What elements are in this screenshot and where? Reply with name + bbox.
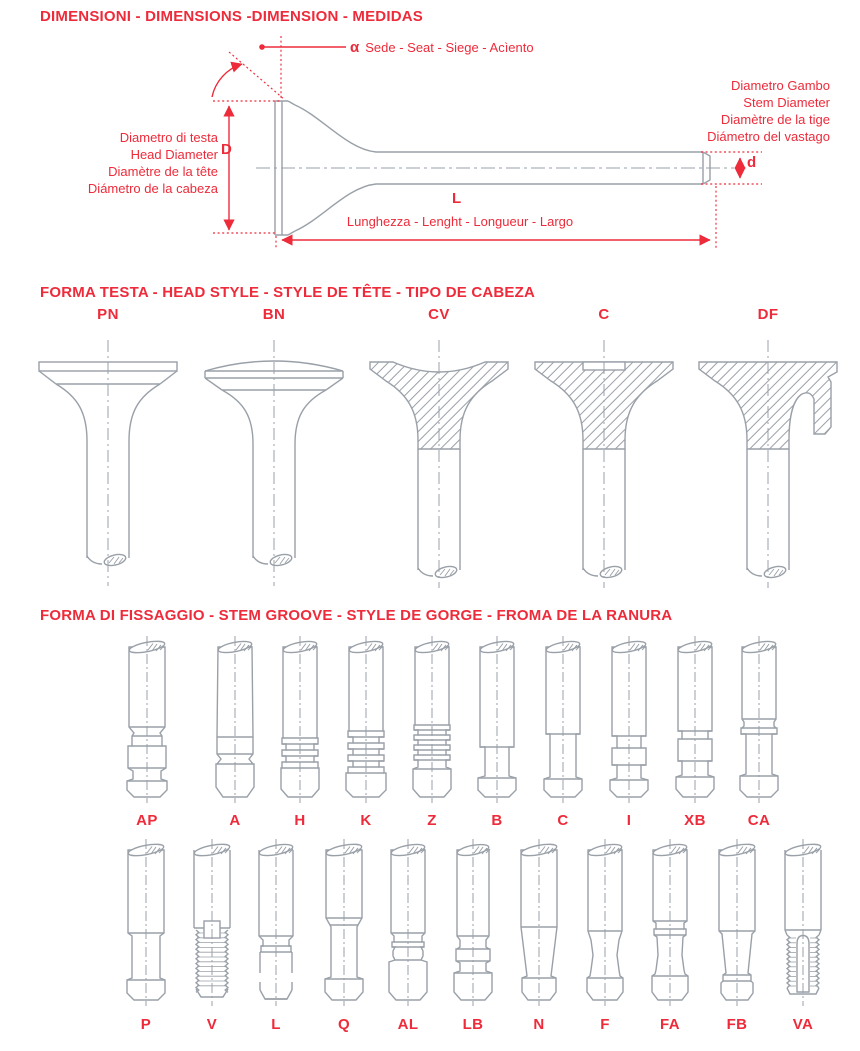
head-diameter-letter: D (221, 141, 232, 158)
head-style-label-BN: BN (262, 306, 286, 323)
stem-diameter-line: Stem Diameter (743, 95, 830, 110)
stem-groove-figure-LB (454, 839, 492, 1006)
stem-groove-label-L: L (271, 1016, 281, 1033)
head-style-label-PN: PN (97, 306, 119, 323)
seat-text: Sede - Seat - Siege - Acìento (365, 40, 534, 55)
stem-groove-label-N: N (533, 1016, 545, 1033)
stem-groove-label-A: A (229, 812, 241, 829)
stem-groove-label-FB: FB (726, 1016, 748, 1033)
section-title-head-style: FORMA TESTA - HEAD STYLE - STYLE DE TÊTE - TIPO DE CABEZA (40, 284, 536, 301)
stem-groove-label-Z: Z (427, 812, 437, 829)
section-title-dimensions: DIMENSIONI - DIMENSIONS -DIMENSION - MEDIDAS (40, 8, 423, 25)
head-style-figure-C (535, 340, 673, 588)
head-diameter-label-block (20, 129, 218, 197)
angle-arc-arrow (212, 64, 242, 97)
stem-groove-label-I: I (626, 812, 632, 829)
seat-point-dot (259, 44, 265, 50)
stem-groove-label-B: B (491, 812, 503, 829)
stem-groove-label-XB: XB (684, 812, 706, 829)
head-style-label-C: C (598, 306, 610, 323)
stem-groove-label-CA: CA (747, 812, 771, 829)
head-style-figure-CV (370, 340, 508, 588)
section-title-stem-groove: FORMA DI FISSAGGIO - STEM GROOVE - STYLE DE GORGE - FROMA DE LA RANURA (40, 607, 673, 624)
stem-groove-label-P: P (140, 1016, 152, 1033)
stem-groove-label-AL: AL (397, 1016, 419, 1033)
stem-groove-label-K: K (360, 812, 372, 829)
stem-groove-figure-K (346, 636, 386, 803)
stem-groove-figure-Z (413, 636, 451, 803)
head-diameter-line: Diamètre de la tête (108, 164, 218, 179)
stem-groove-figure-FB (718, 839, 755, 1006)
alpha-symbol: α (350, 39, 360, 56)
head-diameter-line: Head Diameter (130, 147, 218, 162)
stem-groove-label-C: C (557, 812, 569, 829)
head-diameter-line: Diámetro de la cabeza (87, 181, 218, 196)
head-diameter-line: Diametro di testa (119, 130, 218, 145)
stem-diameter-label-block (600, 77, 830, 145)
stem-groove-figure-Q (325, 839, 363, 1006)
stem-groove-label-LB: LB (462, 1016, 484, 1033)
stem-groove-figure-AL (389, 839, 427, 1006)
head-style-label-DF: DF (757, 306, 779, 323)
stem-groove-label-VA: VA (792, 1016, 814, 1033)
stem-groove-label-AP: AP (136, 812, 158, 829)
stem-groove-figure-C (544, 636, 582, 803)
stem-groove-figure-XB (676, 636, 714, 803)
stem-groove-figure-H (281, 636, 319, 803)
stem-groove-figure-V (193, 839, 230, 1006)
stem-groove-label-V: V (206, 1016, 218, 1033)
stem-diameter-line: Diámetro del vastago (707, 129, 830, 144)
stem-diameter-letter: d (747, 154, 757, 171)
stem-groove-label-H: H (294, 812, 306, 829)
stem-groove-label-Q: Q (337, 1016, 351, 1033)
stem-groove-figure-N (520, 839, 557, 1006)
head-style-figure-PN (39, 340, 177, 586)
length-label: Lunghezza - Lenght - Longueur - Largo (346, 214, 574, 229)
stem-diameter-line: Diamètre de la tige (720, 112, 830, 127)
stem-groove-figure-B (478, 636, 516, 803)
stem-groove-figure-CA (740, 636, 778, 803)
stem-groove-figure-L (258, 839, 293, 1006)
head-style-figure-BN (205, 340, 343, 586)
length-letter: L (452, 190, 462, 207)
stem-groove-figure-F (587, 839, 623, 1006)
stem-groove-label-F: F (600, 1016, 610, 1033)
stem-groove-figure-P (127, 839, 165, 1006)
stem-diameter-line: Diametro Gambo (731, 78, 830, 93)
stem-groove-figure-I (610, 636, 648, 803)
stem-groove-figure-AP (127, 636, 167, 803)
stem-groove-figure-VA (784, 839, 821, 1006)
head-style-figure-DF (699, 340, 837, 588)
stem-groove-figure-FA (652, 839, 688, 1006)
head-style-label-CV: CV (428, 306, 450, 323)
stem-groove-label-FA: FA (660, 1016, 680, 1033)
seat-angle-label (350, 39, 534, 57)
stem-groove-figure-A (216, 636, 254, 803)
